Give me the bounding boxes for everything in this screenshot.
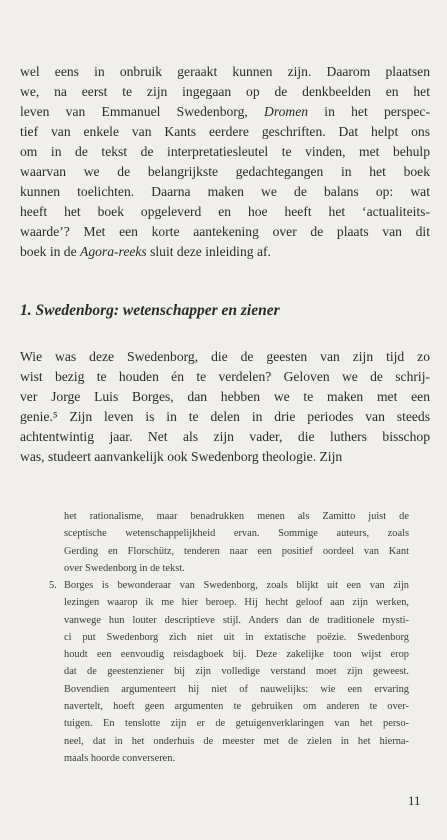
footnote-5-line: ci put Swedenborg zich niet uit in extatische poëzie. Swedenborg xyxy=(64,631,409,643)
intro-line: heeft het boek opgeleverd en hoe heeft het ‘actualiteits- xyxy=(20,204,430,219)
footnote-5-line: maals hoorde converseren. xyxy=(64,752,176,764)
body-line: wist bezig te houden én te verdelen? Geloven we de schrij- xyxy=(20,369,430,384)
footnote-5-line: vanwege hun louter descriptieve stijl. Anders dan de traditionele mysti- xyxy=(64,614,409,626)
footnote-number: 5. xyxy=(49,580,57,591)
footnote-cont-line: het rationalisme, maar benadrukken menen als Zamitto juist de xyxy=(64,511,409,522)
intro-line: we, na eerst te zijn ingegaan op de denkbeelden en het xyxy=(20,84,430,99)
intro-line: leven van Emmanuel Swedenborg, Dromen in het perspec- xyxy=(20,104,430,119)
footnote-cont-line: sceptische wetenschappelijkheid ervan. Sommige auteurs, zoals xyxy=(64,528,409,540)
intro-line: kunnen toelichten. Daarna maken we de balans op: wat xyxy=(20,184,430,199)
footnote-5-line: Bovendien argumenteert hij niet of nauwelijks: wie een ervaring xyxy=(64,683,409,695)
section-heading: 1. Swedenborg: wetenschapper en ziener xyxy=(20,302,280,319)
footnote-5-line: tuigen. En tenslotte zijn er de getuigenverklaringen van het perso- xyxy=(64,718,409,730)
footnote-5-line: dat de geestenziener bij zijn volledige verstand moet zijn geweest. xyxy=(64,666,409,678)
body-line: Wie was deze Swedenborg, die de geesten van zijn tijd zo xyxy=(20,349,430,364)
footnote-cont-line: Gerding en Florschütz, tenderen naar een positief oordeel van Kant xyxy=(64,545,409,557)
intro-line: om in de tekst de interpretatiesleutel te vinden, met behulp xyxy=(20,144,430,159)
footnote-continued xyxy=(64,508,409,577)
footnote-5 xyxy=(49,577,409,767)
footnote-5-line: lezingen waarop ik me hier beroep. Hij hecht geloof aan zijn werken, xyxy=(64,597,409,609)
body-line: achtentwintig jaar. Net als zijn vader, die luthers bisschop xyxy=(20,429,430,444)
footnote-5-line: neel, dat in het onderhuis de meester met de zielen in het hierna- xyxy=(64,735,409,747)
intro-line: tief van enkele van Kants eerdere geschriften. Dat helpt ons xyxy=(20,124,430,139)
body-line: genie.⁵ Zijn leven is in te delen in drie periodes van steeds xyxy=(20,409,430,424)
body-line: was, studeert aanvankelijk ook Swedenborg theologie. Zijn xyxy=(20,449,343,464)
intro-paragraph xyxy=(20,62,430,262)
footnote-5-line: Borges is bewonderaar van Swedenborg, zoals blijkt uit een van zijn xyxy=(64,580,409,591)
page-number: 11 xyxy=(408,793,421,808)
footnote-5-line: houdt een eenvoudig reisdagboek bij. Deze zakelijke toon wijst erop xyxy=(64,649,409,661)
intro-line: waarde’? Met een korte aantekening over de plaats van dit xyxy=(20,224,430,239)
intro-line: wel eens in onbruik geraakt kunnen zijn. Daarom plaatsen xyxy=(20,64,430,79)
body-line: ver Jorge Luis Borges, dan hebben we te maken met een xyxy=(20,389,430,404)
intro-line: waarvan we de belangrijkste gedachtegangen in het boek xyxy=(20,164,430,179)
body-paragraph xyxy=(20,347,430,467)
footnote-5-line: navertelt, hoeft geen argumenten te gebruiken om anderen te over- xyxy=(64,701,409,713)
footnote-cont-line: over Swedenborg in de tekst. xyxy=(64,562,185,574)
intro-line: boek in de Agora-reeks sluit deze inleiding af. xyxy=(20,244,271,259)
